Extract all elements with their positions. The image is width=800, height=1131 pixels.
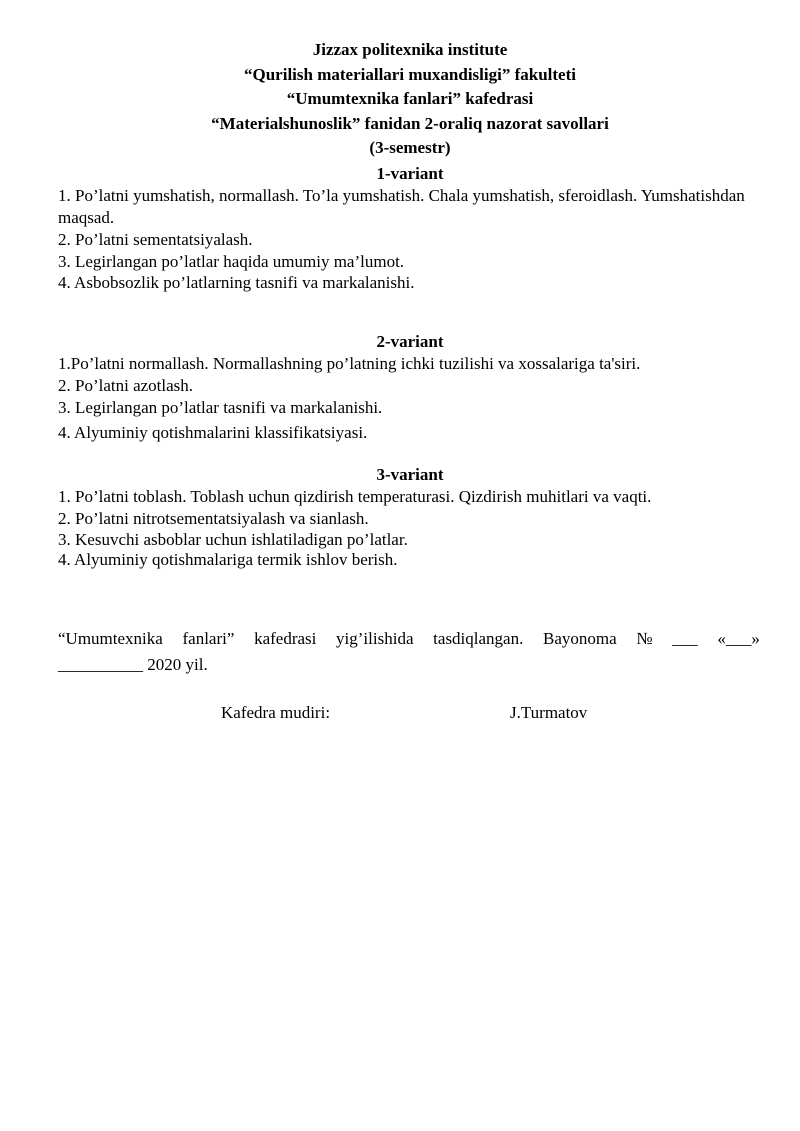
protocol-day-blank: «___» [717,629,760,648]
variant-3-question-4: 4. Alyuminiy qotishmalariga termik ishlov berish. [58,550,398,569]
document-title: “Materialshunoslik” fanidan 2-oraliq nazorat savollari [211,113,609,133]
approval-line-2: __________ 2020 yil. [58,655,208,674]
approval-word: “Umumtexnika [58,629,163,648]
approval-note [58,626,760,678]
variant-3-title: 3-variant [376,465,444,484]
faculty-name: “Qurilish materiallari muxandisligi” fakulteti [244,64,576,84]
variant-2-question-3: 3. Legirlangan po’latlar tasnifi va markalanishi. [58,398,383,417]
variant-1-title: 1-variant [376,164,444,183]
semester-label: (3-semestr) [369,138,451,157]
variant-3-question-3: 3. Kesuvchi asboblar uchun ishlatiladigan po’latlar. [58,530,408,549]
number-sign: № [636,629,653,648]
approval-word: yig’ilishida [336,629,414,648]
variant-2-question-4: 4. Alyuminiy qotishmalarini klassifikatsiyasi. [58,423,368,442]
variant-1-question-3: 3. Legirlangan po’latlar haqida umumiy ma’lumot. [58,252,405,271]
signature-name: J.Turmatov [510,703,588,722]
department-name: “Umumtexnika fanlari” kafedrasi [286,89,534,108]
variant-2-question-1: 1.Po’latni normallash. Normallashning po’latning ichki tuzilishi va xossalariga ta'siri. [58,354,641,373]
variant-3-question-2: 2. Po’latni nitrotsementatsiyalash va sianlash. [58,509,369,528]
approval-word: Bayonoma [543,629,617,648]
signature-role: Kafedra mudiri: [221,703,331,722]
variant-1-question-4: 4. Asbobsozlik po’latlarning tasnifi va markalanishi. [58,273,415,292]
protocol-number-blank: ___ [672,629,698,648]
variant-1-question-1: 1. Po’latni yumshatish, normallash. To’la yumshatish. Chala yumshatish, sferoidlash. Yumshatishdan maqsad. [58,186,745,227]
variant-1-question-2: 2. Po’latni sementatsiyalash. [58,230,253,249]
approval-word: tasdiqlangan. [433,629,524,648]
variant-2-title: 2-variant [376,332,444,351]
approval-word: fanlari” [182,629,235,648]
variant-2-question-2: 2. Po’latni azotlash. [58,376,194,395]
document-header [0,38,800,161]
institute-name: Jizzax politexnika institute [312,40,508,59]
variant-3-question-1: 1. Po’latni toblash. Toblash uchun qizdirish temperaturasi. Qizdirish muhitlari va vaqti. [58,487,652,506]
approval-word: kafedrasi [254,629,317,648]
approval-line-1 [58,626,760,652]
